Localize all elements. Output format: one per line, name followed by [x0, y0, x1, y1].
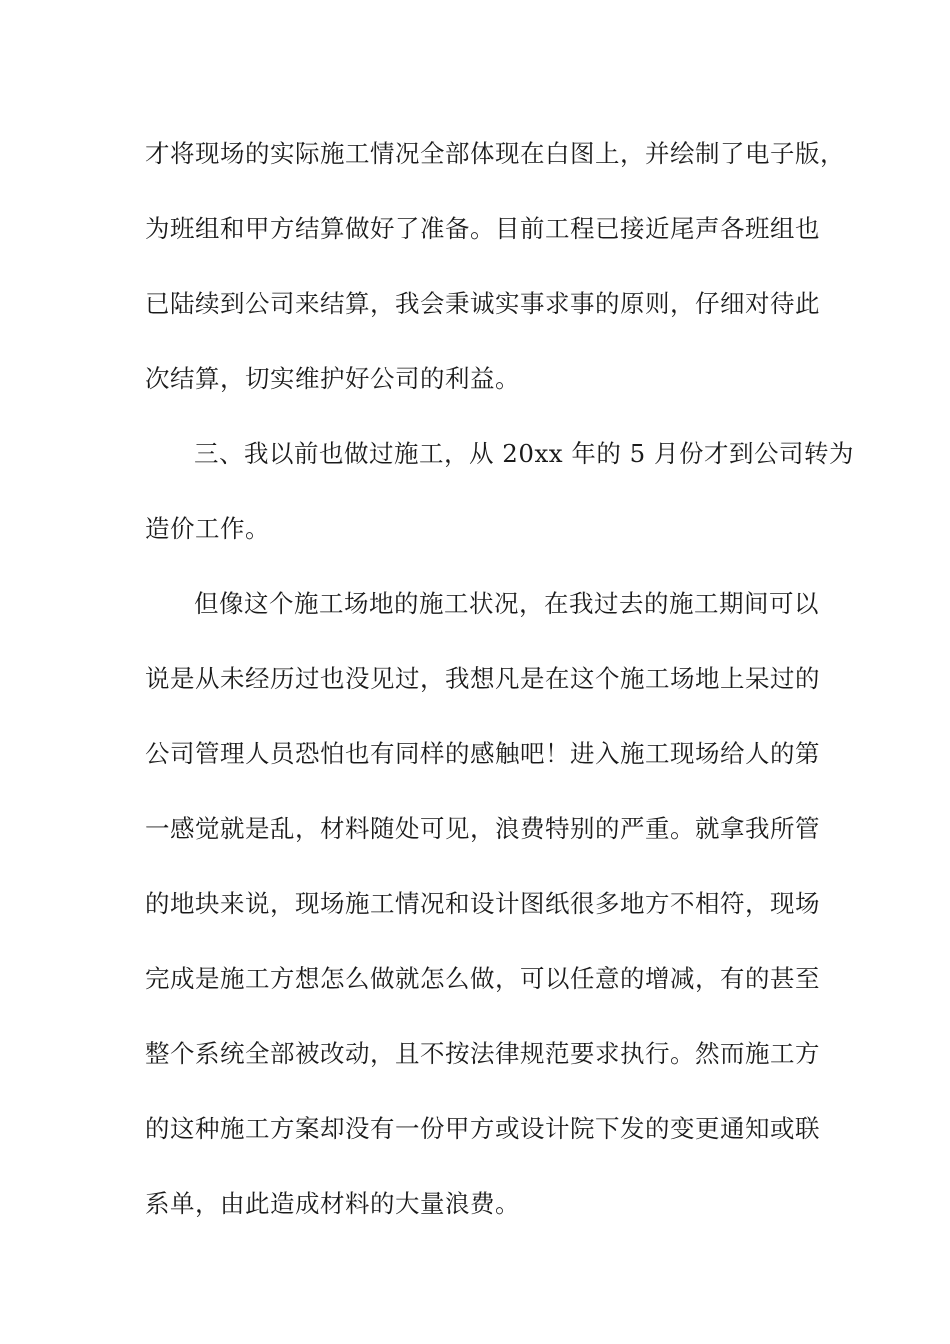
- text-line: 的地块来说，现场施工情况和设计图纸很多地方不相符，现场: [145, 889, 820, 918]
- text-line: 才将现场的实际施工情况全部体现在白图上，并绘制了电子版，: [145, 139, 845, 168]
- text-line: 系单，由此造成材料的大量浪费。: [145, 1189, 520, 1218]
- text-line: 一感觉就是乱，材料随处可见，浪费特别的严重。就拿我所管: [145, 814, 820, 843]
- text-line: 次结算，切实维护好公司的利益。: [145, 364, 520, 393]
- text-line: 公司管理人员恐怕也有同样的感触吧！进入施工现场给人的第: [145, 739, 820, 768]
- paragraph-first-line: 三、我以前也做过施工，从 20xx 年的 5 月份才到公司转为: [194, 439, 855, 468]
- text-line: 的这种施工方案却没有一份甲方或设计院下发的变更通知或联: [145, 1114, 820, 1143]
- text-line: 为班组和甲方结算做好了准备。目前工程已接近尾声各班组也: [145, 214, 820, 243]
- text-line: 说是从未经历过也没见过，我想凡是在这个施工场地上呆过的: [145, 664, 820, 693]
- text-line: 造价工作。: [145, 514, 270, 543]
- paragraph-first-line: 但像这个施工场地的施工状况，在我过去的施工期间可以: [194, 589, 819, 618]
- text-line: 完成是施工方想怎么做就怎么做，可以任意的增减，有的甚至: [145, 964, 820, 993]
- text-line: 整个系统全部被改动，且不按法律规范要求执行。然而施工方: [145, 1039, 820, 1068]
- text-line: 已陆续到公司来结算，我会秉诚实事求事的原则，仔细对待此: [145, 289, 820, 318]
